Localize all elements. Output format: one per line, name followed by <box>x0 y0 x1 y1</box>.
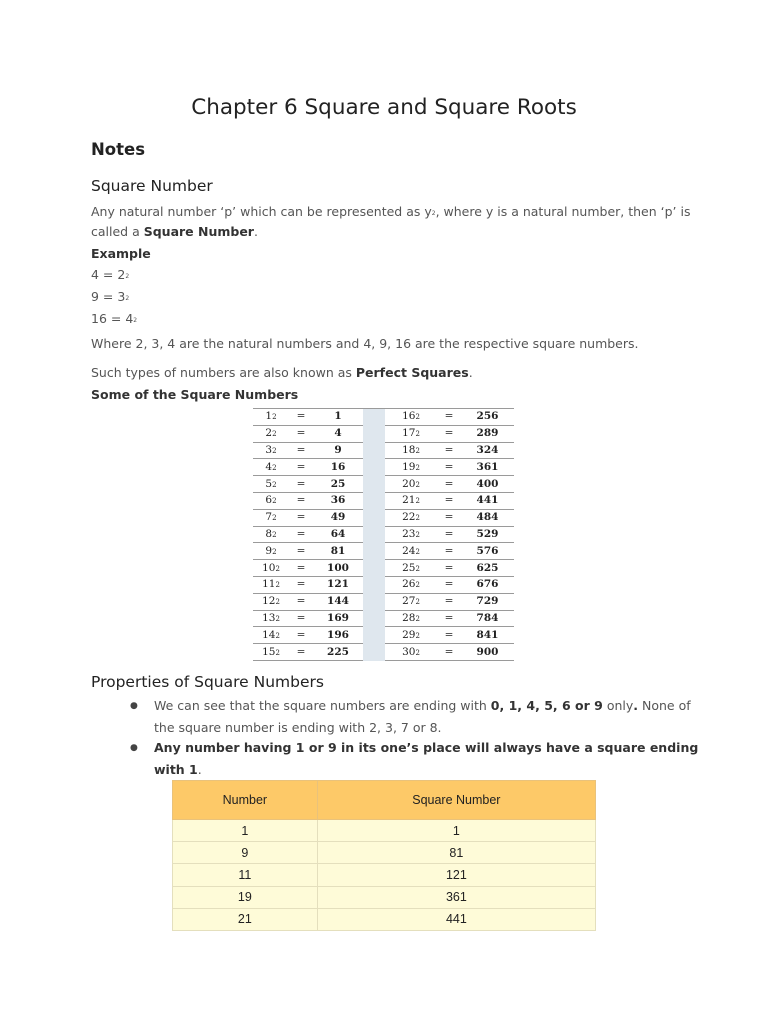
property-2-line-2 <box>154 759 202 781</box>
equals-sign: = <box>437 543 461 560</box>
exponent: 2 <box>272 497 277 506</box>
square-value: 169 <box>313 610 363 627</box>
table-row <box>253 459 514 476</box>
table-row <box>253 560 514 577</box>
square-value: 9 <box>313 442 363 459</box>
exponent: 2 <box>415 430 420 439</box>
square-expression <box>385 492 437 509</box>
base-number: 18 <box>402 443 416 456</box>
equals-sign: = <box>437 644 461 661</box>
table-row <box>173 842 596 864</box>
square-expression <box>253 492 289 509</box>
property-1-line-1 <box>154 695 691 717</box>
base-number: 15 <box>262 645 276 658</box>
base-number: 6 <box>265 494 273 507</box>
square-value: 256 <box>461 409 514 426</box>
equals-sign: = <box>289 627 313 644</box>
square-expression <box>253 476 289 493</box>
base-number: 1 <box>265 410 273 423</box>
square-expression <box>253 543 289 560</box>
square-expression <box>253 425 289 442</box>
table-row <box>173 886 596 908</box>
base-number: 29 <box>402 628 416 641</box>
table-row <box>253 492 514 509</box>
exponent: 2 <box>415 581 420 590</box>
square-expression <box>253 593 289 610</box>
equals-sign: = <box>437 576 461 593</box>
square-value: 144 <box>313 593 363 610</box>
exponent: 2 <box>415 463 420 472</box>
notes-heading: Notes <box>91 140 146 159</box>
squares-table-body <box>253 409 514 661</box>
column-separator <box>363 627 385 644</box>
square-value: 64 <box>313 526 363 543</box>
table-row <box>253 593 514 610</box>
column-separator <box>363 593 385 610</box>
example-1-text: 4 = 2 <box>91 267 126 282</box>
square-value: 361 <box>461 459 514 476</box>
property-1-pre: We can see that the square numbers are ending with <box>154 698 491 713</box>
equals-sign: = <box>289 425 313 442</box>
equals-sign: = <box>289 409 313 426</box>
exponent: 2 <box>275 581 280 590</box>
property-2-post: . <box>197 762 202 777</box>
exponent: 2 <box>415 614 420 623</box>
equals-sign: = <box>289 644 313 661</box>
exponent: 2 <box>415 446 420 455</box>
column-header-square-number: Square Number <box>317 781 595 820</box>
square-expression <box>253 409 289 426</box>
square-value: 400 <box>461 476 514 493</box>
square-expression <box>253 644 289 661</box>
column-separator <box>363 560 385 577</box>
exponent: 2 <box>272 413 277 422</box>
example-line-2 <box>91 286 129 308</box>
equals-sign: = <box>437 409 461 426</box>
base-number: 21 <box>402 494 416 507</box>
table-row <box>173 864 596 886</box>
base-number: 22 <box>402 511 416 524</box>
table-row <box>253 442 514 459</box>
exponent: 2 <box>415 564 420 573</box>
base-number: 2 <box>265 427 273 440</box>
square-expression <box>385 526 437 543</box>
square-value: 900 <box>461 644 514 661</box>
definition-superscript: 2 <box>431 210 436 217</box>
base-number: 20 <box>402 477 416 490</box>
equals-sign: = <box>437 627 461 644</box>
table-row <box>253 425 514 442</box>
base-number: 28 <box>402 611 416 624</box>
base-number: 27 <box>402 595 416 608</box>
square-value: 529 <box>461 526 514 543</box>
equals-sign: = <box>437 526 461 543</box>
exponent: 2 <box>272 530 277 539</box>
perfect-squares-post: . <box>468 365 473 380</box>
perfect-squares-bold: Perfect Squares <box>355 365 469 380</box>
table-row <box>253 476 514 493</box>
square-value: 121 <box>313 576 363 593</box>
table-row <box>253 543 514 560</box>
exponent: 2 <box>415 631 420 640</box>
square-expression <box>253 442 289 459</box>
square-expression <box>253 560 289 577</box>
example-line-3 <box>91 308 137 330</box>
equals-sign: = <box>289 560 313 577</box>
square-expression <box>385 459 437 476</box>
equals-sign: = <box>289 492 313 509</box>
equals-sign: = <box>289 576 313 593</box>
base-number: 10 <box>262 561 276 574</box>
equals-sign: = <box>437 425 461 442</box>
definition-text-cont: , where y is a natural number, then ‘p’ is <box>435 204 691 219</box>
square-value: 289 <box>461 425 514 442</box>
page-title: Chapter 6 Square and Square Roots <box>191 95 577 120</box>
example-1-sup: 2 <box>125 273 130 280</box>
equals-sign: = <box>437 459 461 476</box>
equals-sign: = <box>437 593 461 610</box>
exponent: 2 <box>272 430 277 439</box>
number-cell: 11 <box>173 864 318 886</box>
equals-sign: = <box>289 459 313 476</box>
perfect-squares-line <box>91 362 473 384</box>
equals-sign: = <box>437 610 461 627</box>
square-value: 196 <box>313 627 363 644</box>
exponent: 2 <box>272 514 277 523</box>
square-number-cell: 121 <box>317 864 595 886</box>
exponent: 2 <box>272 463 277 472</box>
number-cell: 21 <box>173 908 318 930</box>
square-value: 784 <box>461 610 514 627</box>
square-expression <box>385 576 437 593</box>
table-row <box>253 576 514 593</box>
column-separator <box>363 459 385 476</box>
number-table-body <box>173 820 596 931</box>
equals-sign: = <box>289 593 313 610</box>
property-1-line-2: the square number is ending with 2, 3, 7 or 8. <box>154 720 442 735</box>
example-line-1 <box>91 264 129 286</box>
square-number-cell: 1 <box>317 820 595 842</box>
definition-line2-post: . <box>253 224 258 239</box>
square-expression <box>385 442 437 459</box>
equals-sign: = <box>437 560 461 577</box>
square-value: 36 <box>313 492 363 509</box>
example-2-sup: 2 <box>125 295 130 302</box>
base-number: 25 <box>402 561 416 574</box>
square-value: 1 <box>313 409 363 426</box>
base-number: 14 <box>262 628 276 641</box>
table-row <box>253 644 514 661</box>
column-separator <box>363 644 385 661</box>
example-3-text: 16 = 4 <box>91 311 134 326</box>
square-expression <box>253 509 289 526</box>
exponent: 2 <box>415 530 420 539</box>
property-1-mid: only <box>602 698 634 713</box>
table-row <box>253 610 514 627</box>
base-number: 24 <box>402 544 416 557</box>
exponent: 2 <box>275 648 280 657</box>
square-value: 25 <box>313 476 363 493</box>
where-text: Where 2, 3, 4 are the natural numbers and 4, 9, 16 are the respective square numbers. <box>91 336 639 351</box>
equals-sign: = <box>289 543 313 560</box>
base-number: 9 <box>265 544 273 557</box>
exponent: 2 <box>272 480 277 489</box>
square-value: 576 <box>461 543 514 560</box>
exponent: 2 <box>275 564 280 573</box>
equals-sign: = <box>437 442 461 459</box>
number-square-table <box>172 780 596 931</box>
base-number: 12 <box>262 595 276 608</box>
exponent: 2 <box>415 497 420 506</box>
exponent: 2 <box>272 446 277 455</box>
equals-sign: = <box>437 476 461 493</box>
square-value: 4 <box>313 425 363 442</box>
square-expression <box>253 610 289 627</box>
square-expression <box>253 459 289 476</box>
equals-sign: = <box>289 442 313 459</box>
definition-line-1 <box>91 201 691 223</box>
exponent: 2 <box>272 547 277 556</box>
square-value: 81 <box>313 543 363 560</box>
square-number-cell: 81 <box>317 842 595 864</box>
base-number: 19 <box>402 460 416 473</box>
equals-sign: = <box>289 476 313 493</box>
square-value: 100 <box>313 560 363 577</box>
square-value: 729 <box>461 593 514 610</box>
exponent: 2 <box>415 598 420 607</box>
square-expression <box>385 425 437 442</box>
base-number: 23 <box>402 527 416 540</box>
base-number: 4 <box>265 460 273 473</box>
equals-sign: = <box>289 509 313 526</box>
property-1-bold-digits: 0, 1, 4, 5, 6 or 9 <box>490 698 603 713</box>
definition-bold-term: Square Number <box>143 224 254 239</box>
square-expression <box>253 576 289 593</box>
example-label: Example <box>91 246 151 261</box>
square-expression <box>385 409 437 426</box>
square-expression <box>385 610 437 627</box>
table-header-row <box>173 781 596 820</box>
exponent: 2 <box>415 480 420 489</box>
table-row <box>173 820 596 842</box>
column-separator <box>363 610 385 627</box>
square-value: 49 <box>313 509 363 526</box>
square-expression <box>253 526 289 543</box>
square-expression <box>385 560 437 577</box>
column-separator <box>363 526 385 543</box>
bullet-icon: ● <box>130 743 138 753</box>
square-value: 676 <box>461 576 514 593</box>
exponent: 2 <box>275 631 280 640</box>
definition-line2-pre: called a <box>91 224 144 239</box>
some-squares-label: Some of the Square Numbers <box>91 387 299 402</box>
square-expression <box>385 509 437 526</box>
base-number: 8 <box>265 527 273 540</box>
table-row <box>253 509 514 526</box>
square-number-cell: 441 <box>317 908 595 930</box>
definition-line-2 <box>91 221 258 243</box>
properties-heading: Properties of Square Numbers <box>91 673 324 691</box>
column-separator <box>363 425 385 442</box>
square-expression <box>385 644 437 661</box>
square-value: 625 <box>461 560 514 577</box>
square-value: 841 <box>461 627 514 644</box>
table-row <box>253 627 514 644</box>
table-row <box>253 526 514 543</box>
square-expression <box>385 543 437 560</box>
definition-text: Any natural number ‘p’ which can be represented as y <box>91 204 432 219</box>
base-number: 26 <box>402 578 416 591</box>
exponent: 2 <box>415 648 420 657</box>
base-number: 13 <box>262 611 276 624</box>
exponent: 2 <box>275 614 280 623</box>
property-2-line-1: Any number having 1 or 9 in its one’s place will always have a square ending <box>154 740 699 755</box>
equals-sign: = <box>437 509 461 526</box>
number-cell: 9 <box>173 842 318 864</box>
column-header-number: Number <box>173 781 318 820</box>
column-separator <box>363 442 385 459</box>
square-number-heading: Square Number <box>91 177 213 195</box>
square-expression <box>385 593 437 610</box>
square-number-cell: 361 <box>317 886 595 908</box>
square-value: 225 <box>313 644 363 661</box>
exponent: 2 <box>415 514 420 523</box>
base-number: 7 <box>265 511 273 524</box>
bullet-icon: ● <box>130 701 138 711</box>
square-value: 324 <box>461 442 514 459</box>
property-1-bold-period: . <box>633 698 639 713</box>
base-number: 17 <box>402 427 416 440</box>
base-number: 11 <box>262 578 276 591</box>
squares-table <box>253 408 514 661</box>
table-row <box>173 908 596 930</box>
square-expression <box>385 627 437 644</box>
square-value: 441 <box>461 492 514 509</box>
table-row <box>253 409 514 426</box>
square-expression <box>385 476 437 493</box>
base-number: 3 <box>265 443 273 456</box>
base-number: 5 <box>265 477 273 490</box>
column-separator <box>363 476 385 493</box>
property-2-bold: with 1 <box>154 762 198 777</box>
example-3-sup: 2 <box>133 317 138 324</box>
base-number: 16 <box>402 410 416 423</box>
column-separator <box>363 576 385 593</box>
equals-sign: = <box>437 492 461 509</box>
square-value: 484 <box>461 509 514 526</box>
exponent: 2 <box>415 413 420 422</box>
perfect-squares-pre: Such types of numbers are also known as <box>91 365 356 380</box>
example-2-text: 9 = 3 <box>91 289 126 304</box>
equals-sign: = <box>289 526 313 543</box>
square-value: 16 <box>313 459 363 476</box>
number-cell: 1 <box>173 820 318 842</box>
square-expression <box>253 627 289 644</box>
base-number: 30 <box>402 645 416 658</box>
equals-sign: = <box>289 610 313 627</box>
column-separator <box>363 492 385 509</box>
property-1-post: None of <box>638 698 691 713</box>
exponent: 2 <box>415 547 420 556</box>
number-cell: 19 <box>173 886 318 908</box>
exponent: 2 <box>275 598 280 607</box>
column-separator <box>363 509 385 526</box>
column-separator <box>363 409 385 426</box>
column-separator <box>363 543 385 560</box>
